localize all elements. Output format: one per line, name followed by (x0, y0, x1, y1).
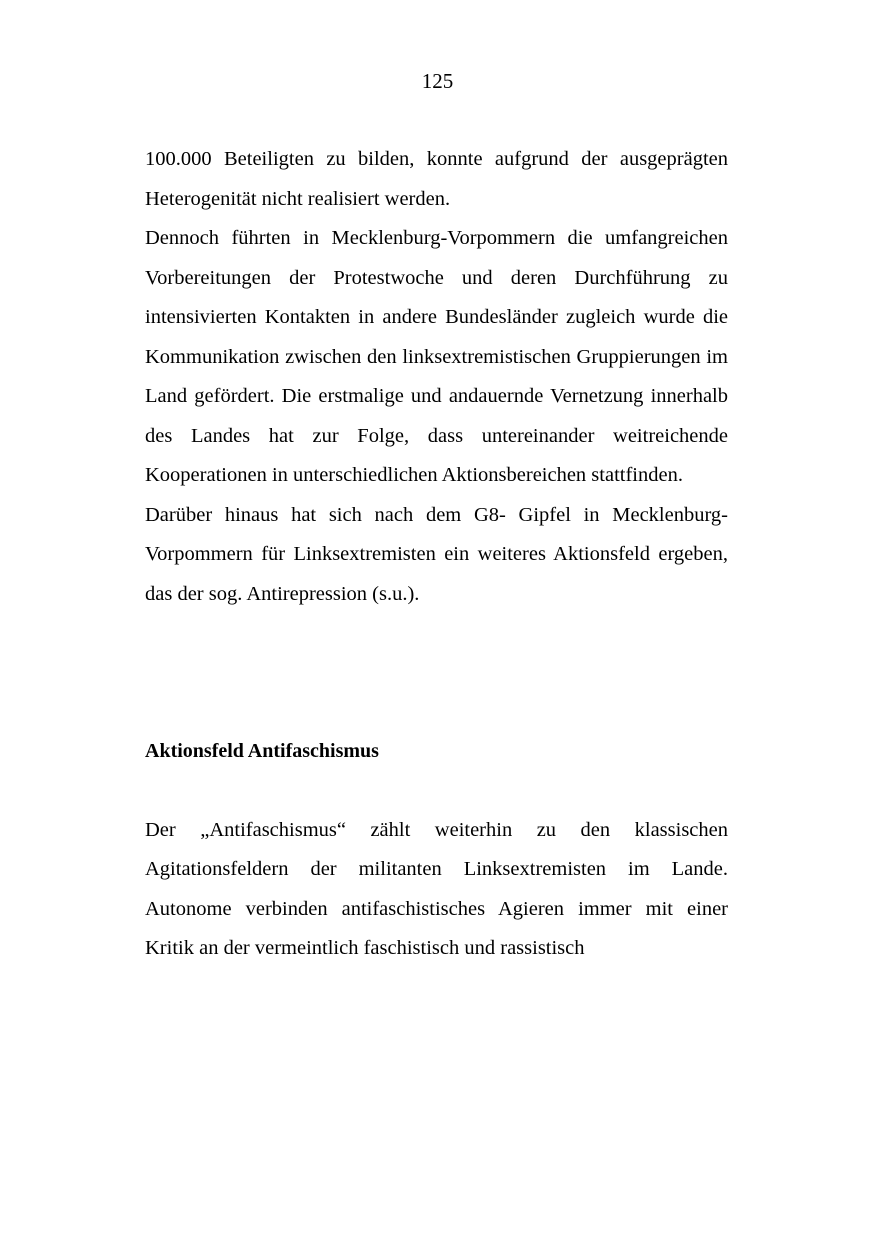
paragraph-4: Der „Antifaschismus“ zählt weiterhin zu den klassischen Agitationsfeldern der militanten Linksextremisten im Lande. Autonome verbinden antifaschistisches Agieren immer mit einer Kritik an der vermeintlich faschistisch und rassistisch (145, 818, 728, 959)
paragraph-3: Darüber hinaus hat sich nach dem G8- Gipfel in Mecklenburg-Vorpommern für Linksextremisten ein weiteres Aktionsfeld ergeben, das der sog. Antirepression (s.u.). (145, 503, 728, 605)
page-number: 125 (421, 69, 454, 93)
section-heading: Aktionsfeld Antifaschismus (145, 740, 379, 762)
heading-spacer (145, 772, 728, 811)
section-spacer (145, 614, 728, 732)
paragraph-2: Dennoch führten in Mecklenburg-Vorpommern die umfangreichen Vorbereitungen der Protestwoche und deren Durchführung zu intensivierten Kontakten in andere Bundesländer zugleich wurde die Kommunikation zwischen den linksextremistischen Gruppierungen im Land gefördert. Die erstmalige und andauernde Vernetzung innerhalb des Landes hat zur Folge, dass untereinander weitreichende Kooperationen in unterschiedlichen Aktionsbereichen stattfinden. (145, 227, 728, 486)
paragraph-1: 100.000 Beteiligten zu bilden, konnte aufgrund der ausgeprägten Heterogenität nicht realisiert werden. (145, 148, 728, 210)
page-content (145, 140, 728, 969)
